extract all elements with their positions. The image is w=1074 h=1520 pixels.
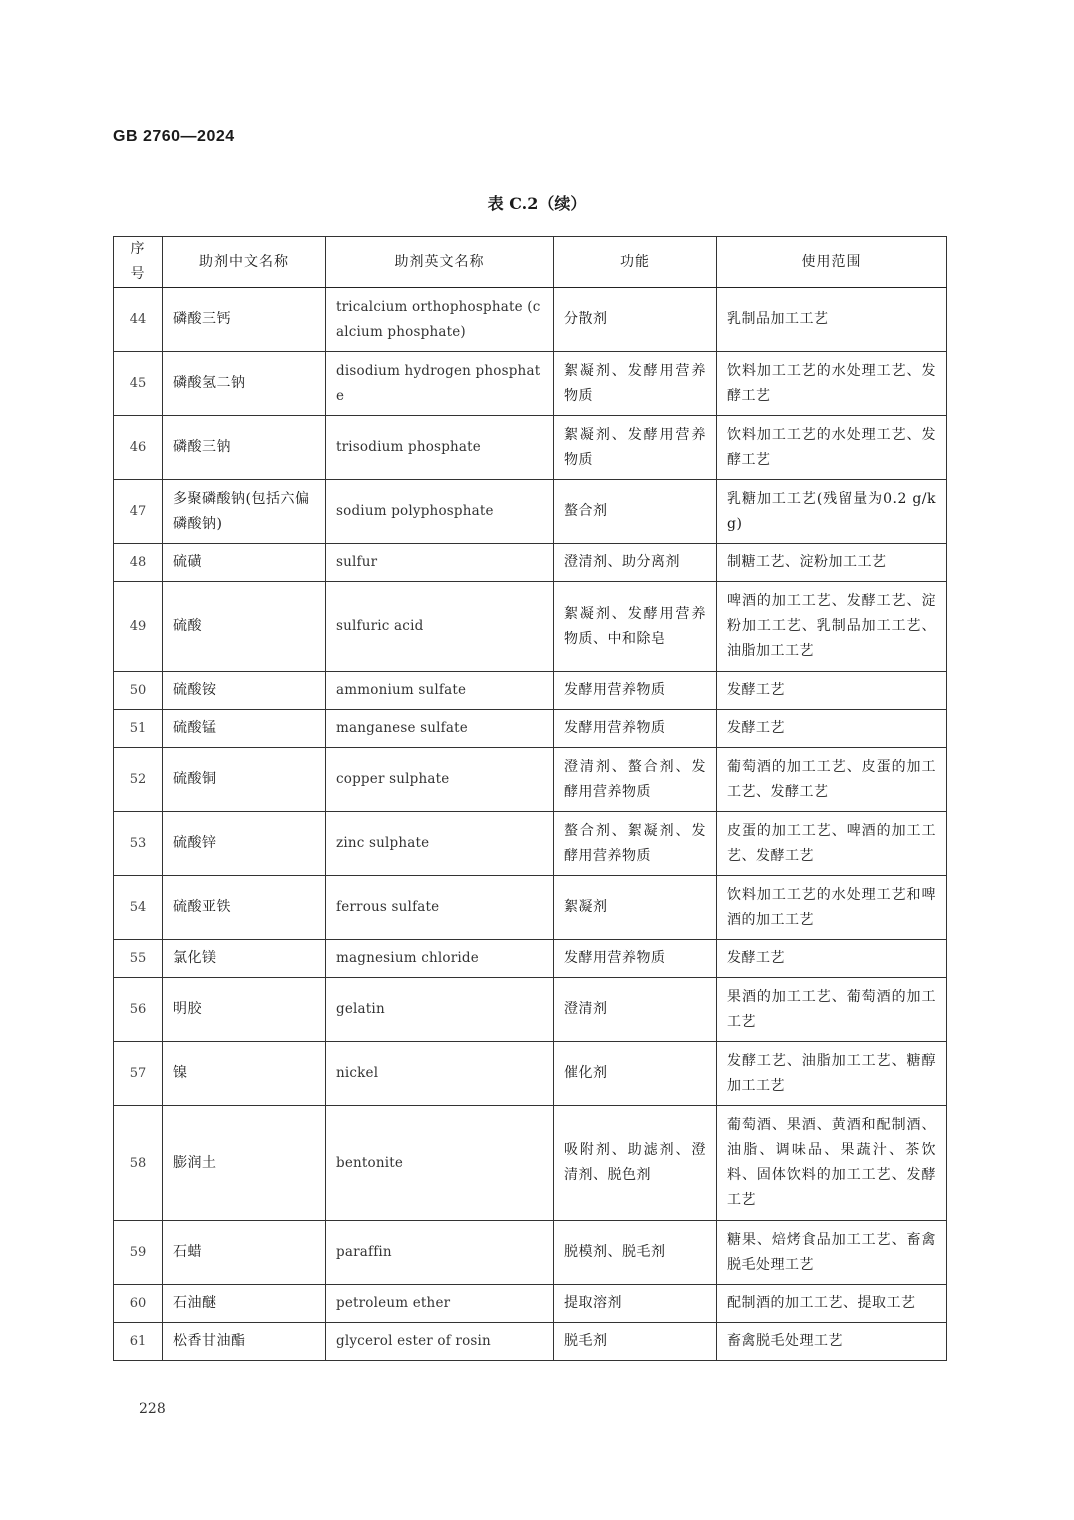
cell-en-name: petroleum ether <box>326 1285 554 1323</box>
column-header-no: 序号 <box>114 237 163 288</box>
standard-code: GB 2760—2024 <box>113 128 235 145</box>
cell-scope: 饮料加工工艺的水处理工艺、发酵工艺 <box>717 352 947 416</box>
cell-en-name: sulfuric acid <box>326 582 554 672</box>
cell-no: 48 <box>114 544 163 582</box>
cell-en-name: sodium polyphosphate <box>326 480 554 544</box>
cell-no: 52 <box>114 748 163 812</box>
cell-cn-name: 镍 <box>163 1042 326 1106</box>
cell-no: 57 <box>114 1042 163 1106</box>
cell-function: 澄清剂 <box>554 978 717 1042</box>
cell-en-name: paraffin <box>326 1221 554 1285</box>
cell-cn-name: 石蜡 <box>163 1221 326 1285</box>
table-row <box>114 812 947 876</box>
cell-scope: 乳制品加工工艺 <box>717 288 947 352</box>
cell-cn-name: 硫酸锰 <box>163 710 326 748</box>
cell-en-name: manganese sulfate <box>326 710 554 748</box>
cell-function: 澄清剂、助分离剂 <box>554 544 717 582</box>
cell-cn-name: 硫酸亚铁 <box>163 876 326 940</box>
cell-function: 吸附剂、助滤剂、澄清剂、脱色剂 <box>554 1106 717 1221</box>
cell-cn-name: 松香甘油酯 <box>163 1323 326 1361</box>
cell-scope: 畜禽脱毛处理工艺 <box>717 1323 947 1361</box>
cell-scope: 乳糖加工工艺(残留量为0.2 g/kg) <box>717 480 947 544</box>
cell-function: 发酵用营养物质 <box>554 940 717 978</box>
cell-function: 絮凝剂 <box>554 876 717 940</box>
cell-cn-name: 磷酸氢二钠 <box>163 352 326 416</box>
cell-no: 51 <box>114 710 163 748</box>
cell-cn-name: 磷酸三钠 <box>163 416 326 480</box>
cell-cn-name: 硫磺 <box>163 544 326 582</box>
cell-function: 螯合剂、絮凝剂、发酵用营养物质 <box>554 812 717 876</box>
table-row <box>114 978 947 1042</box>
cell-no: 55 <box>114 940 163 978</box>
cell-scope: 发酵工艺 <box>717 940 947 978</box>
cell-cn-name: 硫酸锌 <box>163 812 326 876</box>
cell-en-name: gelatin <box>326 978 554 1042</box>
cell-cn-name: 氯化镁 <box>163 940 326 978</box>
cell-function: 絮凝剂、发酵用营养物质 <box>554 352 717 416</box>
cell-en-name: tricalcium orthophosphate (calcium phosphate) <box>326 288 554 352</box>
cell-no: 47 <box>114 480 163 544</box>
table-row <box>114 544 947 582</box>
cell-en-name: ammonium sulfate <box>326 672 554 710</box>
table-row <box>114 672 947 710</box>
cell-function: 脱模剂、脱毛剂 <box>554 1221 717 1285</box>
cell-no: 44 <box>114 288 163 352</box>
table-row <box>114 1285 947 1323</box>
cell-no: 49 <box>114 582 163 672</box>
table-caption: 表 C.2（续） <box>487 194 587 213</box>
table-header-row <box>114 237 947 288</box>
column-header-function: 功能 <box>554 237 717 288</box>
cell-cn-name: 磷酸三钙 <box>163 288 326 352</box>
cell-scope: 饮料加工工艺的水处理工艺和啤酒的加工工艺 <box>717 876 947 940</box>
cell-cn-name: 膨润土 <box>163 1106 326 1221</box>
cell-scope: 发酵工艺 <box>717 710 947 748</box>
table-row <box>114 1106 947 1221</box>
cell-scope: 制糖工艺、淀粉加工工艺 <box>717 544 947 582</box>
cell-en-name: bentonite <box>326 1106 554 1221</box>
cell-no: 61 <box>114 1323 163 1361</box>
cell-scope: 发酵工艺、油脂加工工艺、糖醇加工工艺 <box>717 1042 947 1106</box>
cell-function: 催化剂 <box>554 1042 717 1106</box>
cell-scope: 皮蛋的加工工艺、啤酒的加工工艺、发酵工艺 <box>717 812 947 876</box>
cell-scope: 糖果、焙烤食品加工工艺、畜禽脱毛处理工艺 <box>717 1221 947 1285</box>
cell-function: 澄清剂、螯合剂、发酵用营养物质 <box>554 748 717 812</box>
table-row <box>114 352 947 416</box>
cell-en-name: zinc sulphate <box>326 812 554 876</box>
page-number: 228 <box>139 1401 166 1417</box>
table-row <box>114 582 947 672</box>
table-row <box>114 1323 947 1361</box>
cell-function: 发酵用营养物质 <box>554 672 717 710</box>
cell-function: 分散剂 <box>554 288 717 352</box>
cell-cn-name: 硫酸铵 <box>163 672 326 710</box>
cell-scope: 发酵工艺 <box>717 672 947 710</box>
cell-no: 54 <box>114 876 163 940</box>
table-row <box>114 748 947 812</box>
cell-scope: 葡萄酒的加工工艺、皮蛋的加工工艺、发酵工艺 <box>717 748 947 812</box>
table-row <box>114 940 947 978</box>
cell-function: 脱毛剂 <box>554 1323 717 1361</box>
cell-en-name: glycerol ester of rosin <box>326 1323 554 1361</box>
cell-no: 59 <box>114 1221 163 1285</box>
table-row <box>114 1221 947 1285</box>
cell-function: 絮凝剂、发酵用营养物质、中和除皂 <box>554 582 717 672</box>
cell-en-name: magnesium chloride <box>326 940 554 978</box>
cell-en-name: nickel <box>326 1042 554 1106</box>
cell-no: 56 <box>114 978 163 1042</box>
table-row <box>114 288 947 352</box>
cell-scope: 饮料加工工艺的水处理工艺、发酵工艺 <box>717 416 947 480</box>
cell-no: 58 <box>114 1106 163 1221</box>
cell-en-name: trisodium phosphate <box>326 416 554 480</box>
table-body <box>114 288 947 1361</box>
cell-scope: 啤酒的加工工艺、发酵工艺、淀粉加工工艺、乳制品加工工艺、油脂加工工艺 <box>717 582 947 672</box>
table-row <box>114 876 947 940</box>
cell-function: 螯合剂 <box>554 480 717 544</box>
cell-en-name: sulfur <box>326 544 554 582</box>
cell-scope: 配制酒的加工工艺、提取工艺 <box>717 1285 947 1323</box>
cell-scope: 果酒的加工工艺、葡萄酒的加工工艺 <box>717 978 947 1042</box>
table-row <box>114 1042 947 1106</box>
column-header-scope: 使用范围 <box>717 237 947 288</box>
cell-en-name: copper sulphate <box>326 748 554 812</box>
cell-function: 发酵用营养物质 <box>554 710 717 748</box>
cell-scope: 葡萄酒、果酒、黄酒和配制酒、油脂、调味品、果蔬汁、茶饮料、固体饮料的加工工艺、发酵工艺 <box>717 1106 947 1221</box>
cell-no: 60 <box>114 1285 163 1323</box>
table-row <box>114 480 947 544</box>
cell-en-name: ferrous sulfate <box>326 876 554 940</box>
cell-en-name: disodium hydrogen phosphate <box>326 352 554 416</box>
cell-no: 46 <box>114 416 163 480</box>
cell-cn-name: 硫酸铜 <box>163 748 326 812</box>
processing-aids-table <box>113 236 947 1361</box>
cell-no: 45 <box>114 352 163 416</box>
cell-cn-name: 硫酸 <box>163 582 326 672</box>
cell-function: 提取溶剂 <box>554 1285 717 1323</box>
cell-cn-name: 明胶 <box>163 978 326 1042</box>
cell-no: 53 <box>114 812 163 876</box>
column-header-cn-name: 助剂中文名称 <box>163 237 326 288</box>
cell-function: 絮凝剂、发酵用营养物质 <box>554 416 717 480</box>
table-row <box>114 416 947 480</box>
column-header-en-name: 助剂英文名称 <box>326 237 554 288</box>
cell-cn-name: 石油醚 <box>163 1285 326 1323</box>
cell-cn-name: 多聚磷酸钠(包括六偏磷酸钠) <box>163 480 326 544</box>
cell-no: 50 <box>114 672 163 710</box>
table-row <box>114 710 947 748</box>
